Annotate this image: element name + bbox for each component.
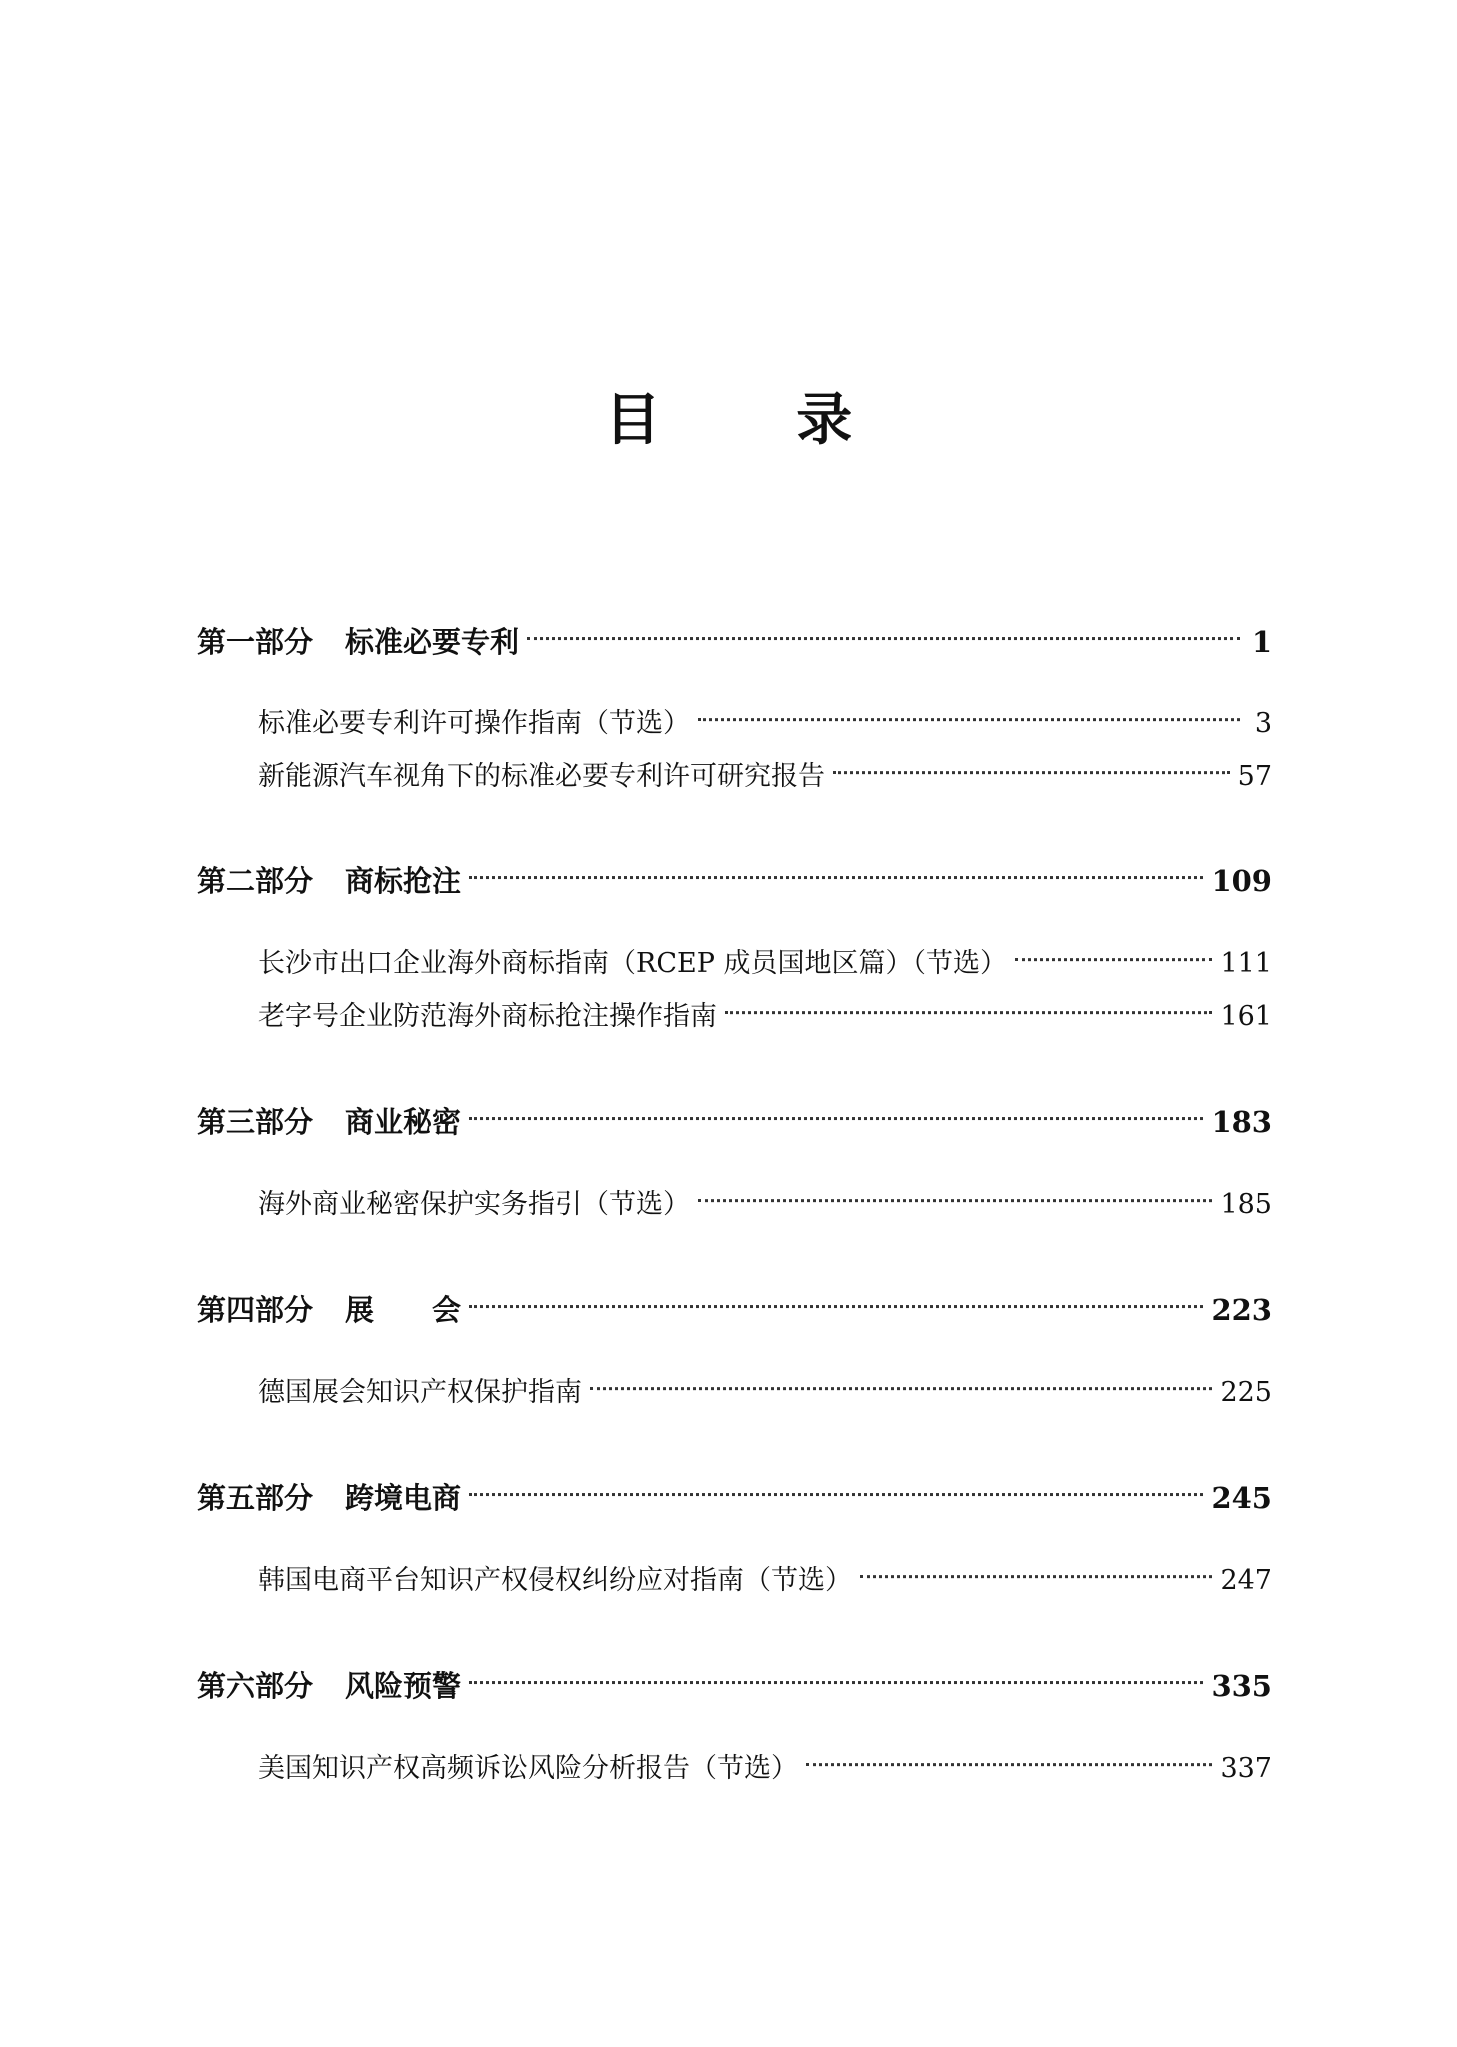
entry-title: 韩国电商平台知识产权侵权纠纷应对指南（节选） (258, 1565, 852, 1596)
toc-part-4[interactable] (197, 1288, 1272, 1329)
page-number: 245 (1211, 1481, 1272, 1515)
part-label: 第五部分 (197, 1481, 314, 1515)
part-title: 风险预警 (345, 1669, 462, 1703)
entry-title: 标准必要专利许可操作指南（节选） (258, 708, 690, 739)
toc-entry-2-2[interactable] (258, 994, 1272, 1033)
entry-title: 长沙市出口企业海外商标指南（RCEP 成员国地区篇）（节选） (258, 948, 1007, 979)
entry-title: 美国知识产权高频诉讼风险分析报告（节选） (258, 1753, 798, 1784)
page-number: 335 (1211, 1669, 1272, 1703)
toc-part-1[interactable] (197, 620, 1272, 661)
dot-leader (469, 1276, 1203, 1308)
dot-leader (469, 847, 1203, 879)
toc-part-2[interactable] (197, 859, 1272, 900)
part-label: 第二部分 (197, 864, 314, 898)
part-title: 商标抢注 (345, 864, 462, 898)
dot-leader (469, 1088, 1203, 1120)
toc-entry-2-1[interactable] (258, 941, 1272, 980)
toc-part-3[interactable] (197, 1100, 1272, 1141)
toc-entry-3-1[interactable] (258, 1182, 1272, 1221)
part-label: 第三部分 (197, 1105, 314, 1139)
entry-title: 老字号企业防范海外商标抢注操作指南 (258, 1001, 717, 1032)
entry-title: 德国展会知识产权保护指南 (258, 1377, 582, 1408)
toc-part-6[interactable] (197, 1664, 1272, 1705)
part-title: 跨境电商 (345, 1481, 462, 1515)
page-number: 3 (1254, 708, 1272, 739)
entry-title: 海外商业秘密保护实务指引（节选） (258, 1189, 690, 1220)
page-number: 185 (1220, 1189, 1272, 1220)
part-label: 第六部分 (197, 1669, 314, 1703)
dot-leader (590, 1360, 1212, 1390)
page-number: 161 (1220, 1001, 1272, 1032)
part-title: 标准必要专利 (345, 625, 520, 659)
part-label: 第四部分 (197, 1293, 314, 1327)
part-title: 展 会 (345, 1293, 462, 1327)
part-label: 第一部分 (197, 625, 314, 659)
toc-entry-1-1[interactable] (258, 701, 1272, 740)
dot-leader (698, 1172, 1212, 1202)
toc-entry-1-2[interactable] (258, 754, 1272, 793)
dot-leader (860, 1548, 1212, 1578)
page-number: 337 (1220, 1753, 1272, 1784)
page-number: 223 (1211, 1293, 1272, 1327)
dot-leader (725, 984, 1212, 1014)
page-title: 目 录 (604, 387, 911, 453)
page-number: 247 (1220, 1565, 1272, 1596)
dot-leader (527, 608, 1240, 640)
toc-entry-6-1[interactable] (258, 1746, 1272, 1785)
toc-entry-4-1[interactable] (258, 1370, 1272, 1409)
page-number: 111 (1220, 948, 1272, 979)
dot-leader (806, 1736, 1212, 1766)
part-title: 商业秘密 (345, 1105, 462, 1139)
dot-leader (833, 744, 1230, 774)
dot-leader (469, 1652, 1203, 1684)
page-number: 109 (1211, 864, 1272, 898)
page-number: 1 (1251, 625, 1272, 659)
dot-leader (469, 1464, 1203, 1496)
entry-title: 新能源汽车视角下的标准必要专利许可研究报告 (258, 761, 825, 792)
dot-leader (698, 691, 1240, 721)
dot-leader (1015, 931, 1213, 961)
page-number: 57 (1237, 761, 1272, 792)
toc-entry-5-1[interactable] (258, 1558, 1272, 1597)
page-number: 183 (1211, 1105, 1272, 1139)
toc-part-5[interactable] (197, 1476, 1272, 1517)
page-number: 225 (1220, 1377, 1272, 1408)
